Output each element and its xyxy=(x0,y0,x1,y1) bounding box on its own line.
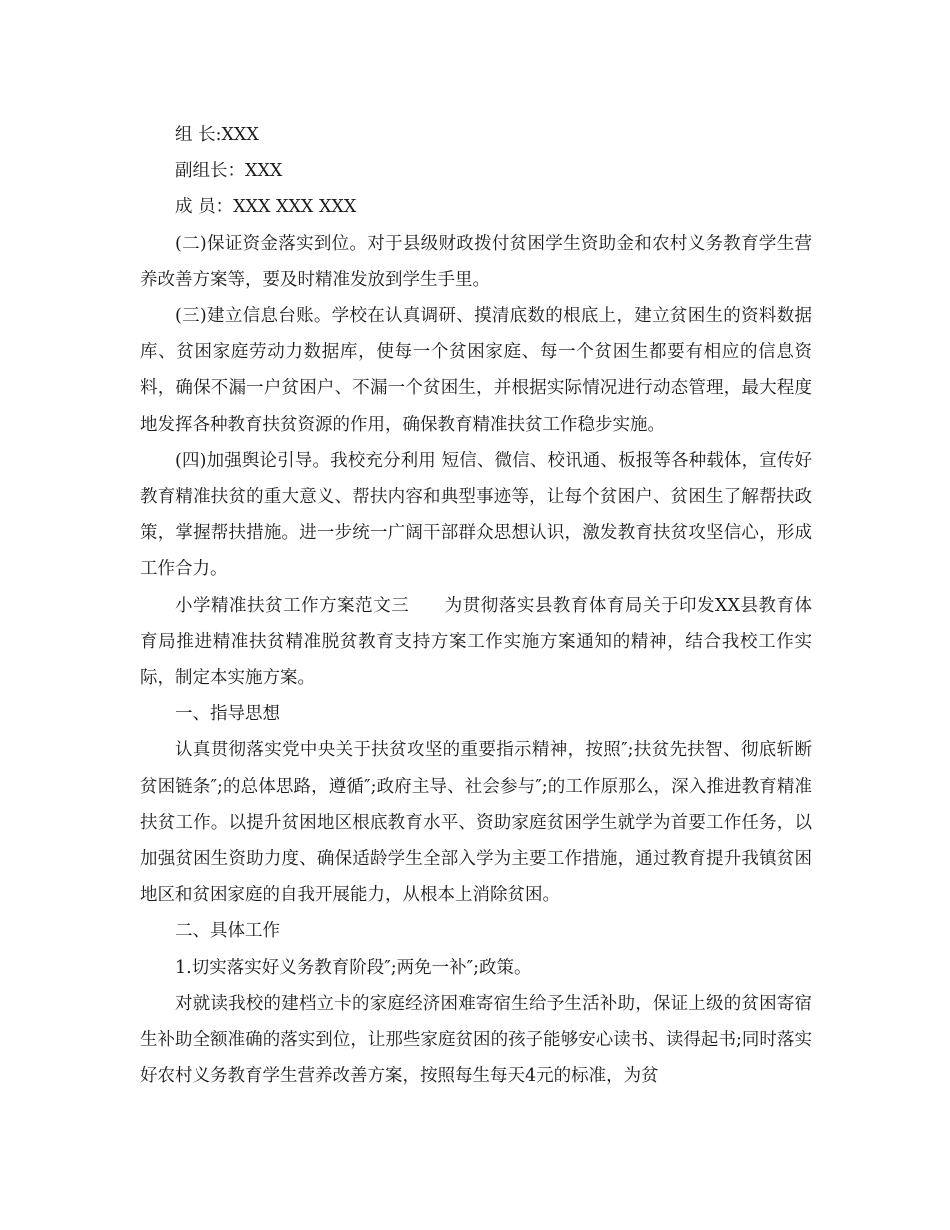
paragraph-public-opinion: (四)加强舆论引导。我校充分利用 短信、微信、校讯通、板报等各种载体，宣传好教育精准扶贫的重大意义、帮扶内容和典型事迹等，让每个贫困户、贫困生了解帮扶政策，掌握帮扶措施。进一步统一广阔干部群众思想认识，激发教育扶贫攻坚信心，形成工作合力。 xyxy=(140,450,812,580)
paragraph-boarding-subsidy: 对就读我校的建档立卡的家庭经济困难寄宿生给予生活补助，保证上级的贫困寄宿生补助全额准确的落实到位，让那些家庭贫困的孩子能够安心读书、读得起书;同时落实好农村义务教育学生营养改善方案，按照每生每天4元的标准，为贫 xyxy=(140,993,812,1087)
paragraph-info-ledger: (三)建立信息台账。学校在认真调研、摸清底数的根底上，建立贫困生的资料数据库、贫困家庭劳动力数据库，使每一个贫困家庭、每一个贫困生都要有相应的信息资料，确保不漏一户贫困户、不漏一个贫困生，并根据实际情况进行动态管理，最大程度地发挥各种教育扶贫资源的作用，确保教育精准扶贫工作稳步实施。 xyxy=(140,306,812,435)
paragraph-funding: (二)保证资金落实到位。对于县级财政拨付贫困学生资助金和农村义务教育学生营养改善方案等，要及时精准发放到学生手里。 xyxy=(140,233,812,290)
heading-specific-work: 二、具体工作 xyxy=(175,921,280,942)
paragraph-section-three xyxy=(140,588,812,697)
section-three-title: 小学精准扶贫工作方案范文三 xyxy=(175,595,410,616)
paragraph-two-exemptions: 1.切实落实好义务教育阶段″;两免一补″;政策。 xyxy=(175,957,532,978)
section-three-intro: 为贯彻落实县教育体育局关于印发XX县教育体育局推进精准扶贫精准脱贫教育支持方案工作实施方案通知的精神，结合我校工作实际，制定本实施方案。 xyxy=(140,595,813,689)
paragraph-guiding-ideology: 认真贯彻落实党中央关于扶贫攻坚的重要指示精神，按照″;扶贫先扶智、彻底斩断贫困链条″;的总体思路，遵循″;政府主导、社会参与″;的工作原那么，深入推进教育精准扶贫工作。以提升贫困地区根底教育水平、资助家庭贫困学生就学为首要工作任务，以加强贫困生资助力度、确保适龄学生全部入学为主要工作措施，通过教育提升我镇贫困地区和贫困家庭的自我开展能力，从根本上消除贫困。 xyxy=(140,740,812,906)
paragraph-deputy-leader: 副组长：XXX xyxy=(175,161,283,182)
document-body xyxy=(140,117,812,1094)
heading-guiding-ideology: 一、指导思想 xyxy=(175,704,280,725)
paragraph-members: 成 员：XXX XXX XXX xyxy=(175,197,357,218)
paragraph-leader: 组 长:XXX xyxy=(175,125,259,145)
